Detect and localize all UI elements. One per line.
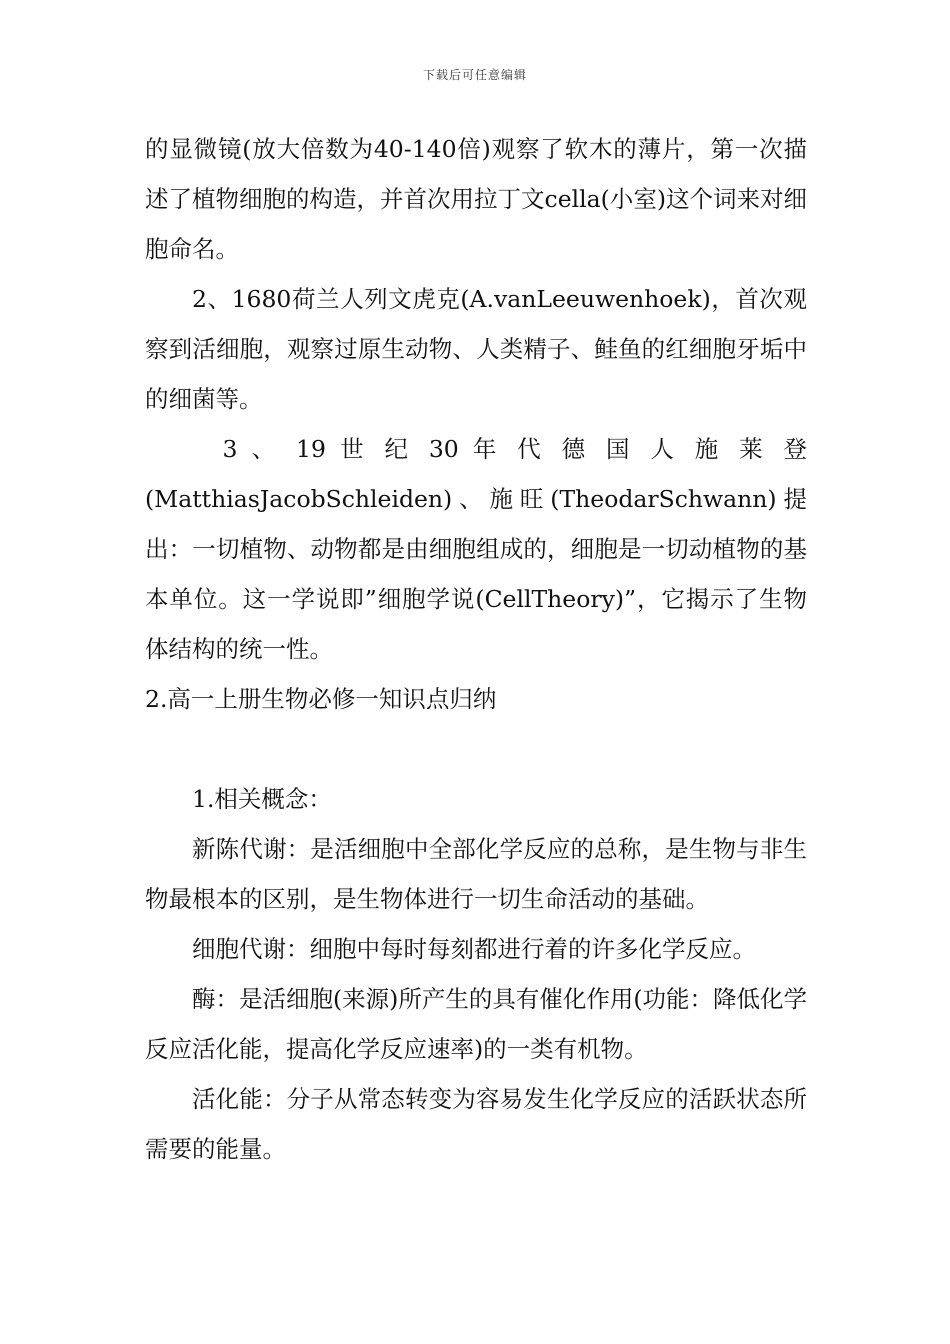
- section-heading: 2.高一上册生物必修一知识点归纳: [145, 685, 497, 713]
- paragraph-activation-energy: 活化能：分子从常态转变为容易发生化学反应的活跃状态所需要的能量。: [145, 1085, 807, 1163]
- paragraph-cell-theory: 3 、 19 世 纪 30 年 代 德 国 人 施 莱 登 (MatthiasJacobSchleiden)、施旺(TheodarSchwann)提出：一切植物、动物都是由细胞组成的，细胞是一切动植物的基本单位。这一学说即”细胞学说(CellTheory)”，它揭示了生物体结构的统一性。: [145, 435, 807, 663]
- sub-heading-concepts: 1.相关概念：: [192, 785, 332, 813]
- paragraph-cell-metabolism: 细胞代谢：细胞中每时每刻都进行着的许多化学反应。: [192, 935, 756, 963]
- paragraph-enzyme: 酶：是活细胞(来源)所产生的具有催化作用(功能：降低化学反应活化能，提高化学反应速率)的一类有机物。: [145, 985, 808, 1063]
- blank-line: [145, 724, 807, 774]
- page-header: 下载后可任意编辑: [422, 68, 527, 82]
- paragraph-metabolism: 新陈代谢：是活细胞中全部化学反应的总称，是生物与非生物最根本的区别，是生物体进行一切生命活动的基础。: [145, 835, 807, 913]
- paragraph-hooke: 的显微镜(放大倍数为40-140倍)观察了软木的薄片，第一次描述了植物细胞的构造，并首次用拉丁文cella(小室)这个词来对细胞命名。: [145, 135, 807, 263]
- document-body: [145, 124, 807, 1174]
- paragraph-leeuwenhoek: 2、1680荷兰人列文虎克(A.vanLeeuwenhoek)，首次观察到活细胞，观察过原生动物、人类精子、鲑鱼的红细胞牙垢中的细菌等。: [145, 285, 807, 413]
